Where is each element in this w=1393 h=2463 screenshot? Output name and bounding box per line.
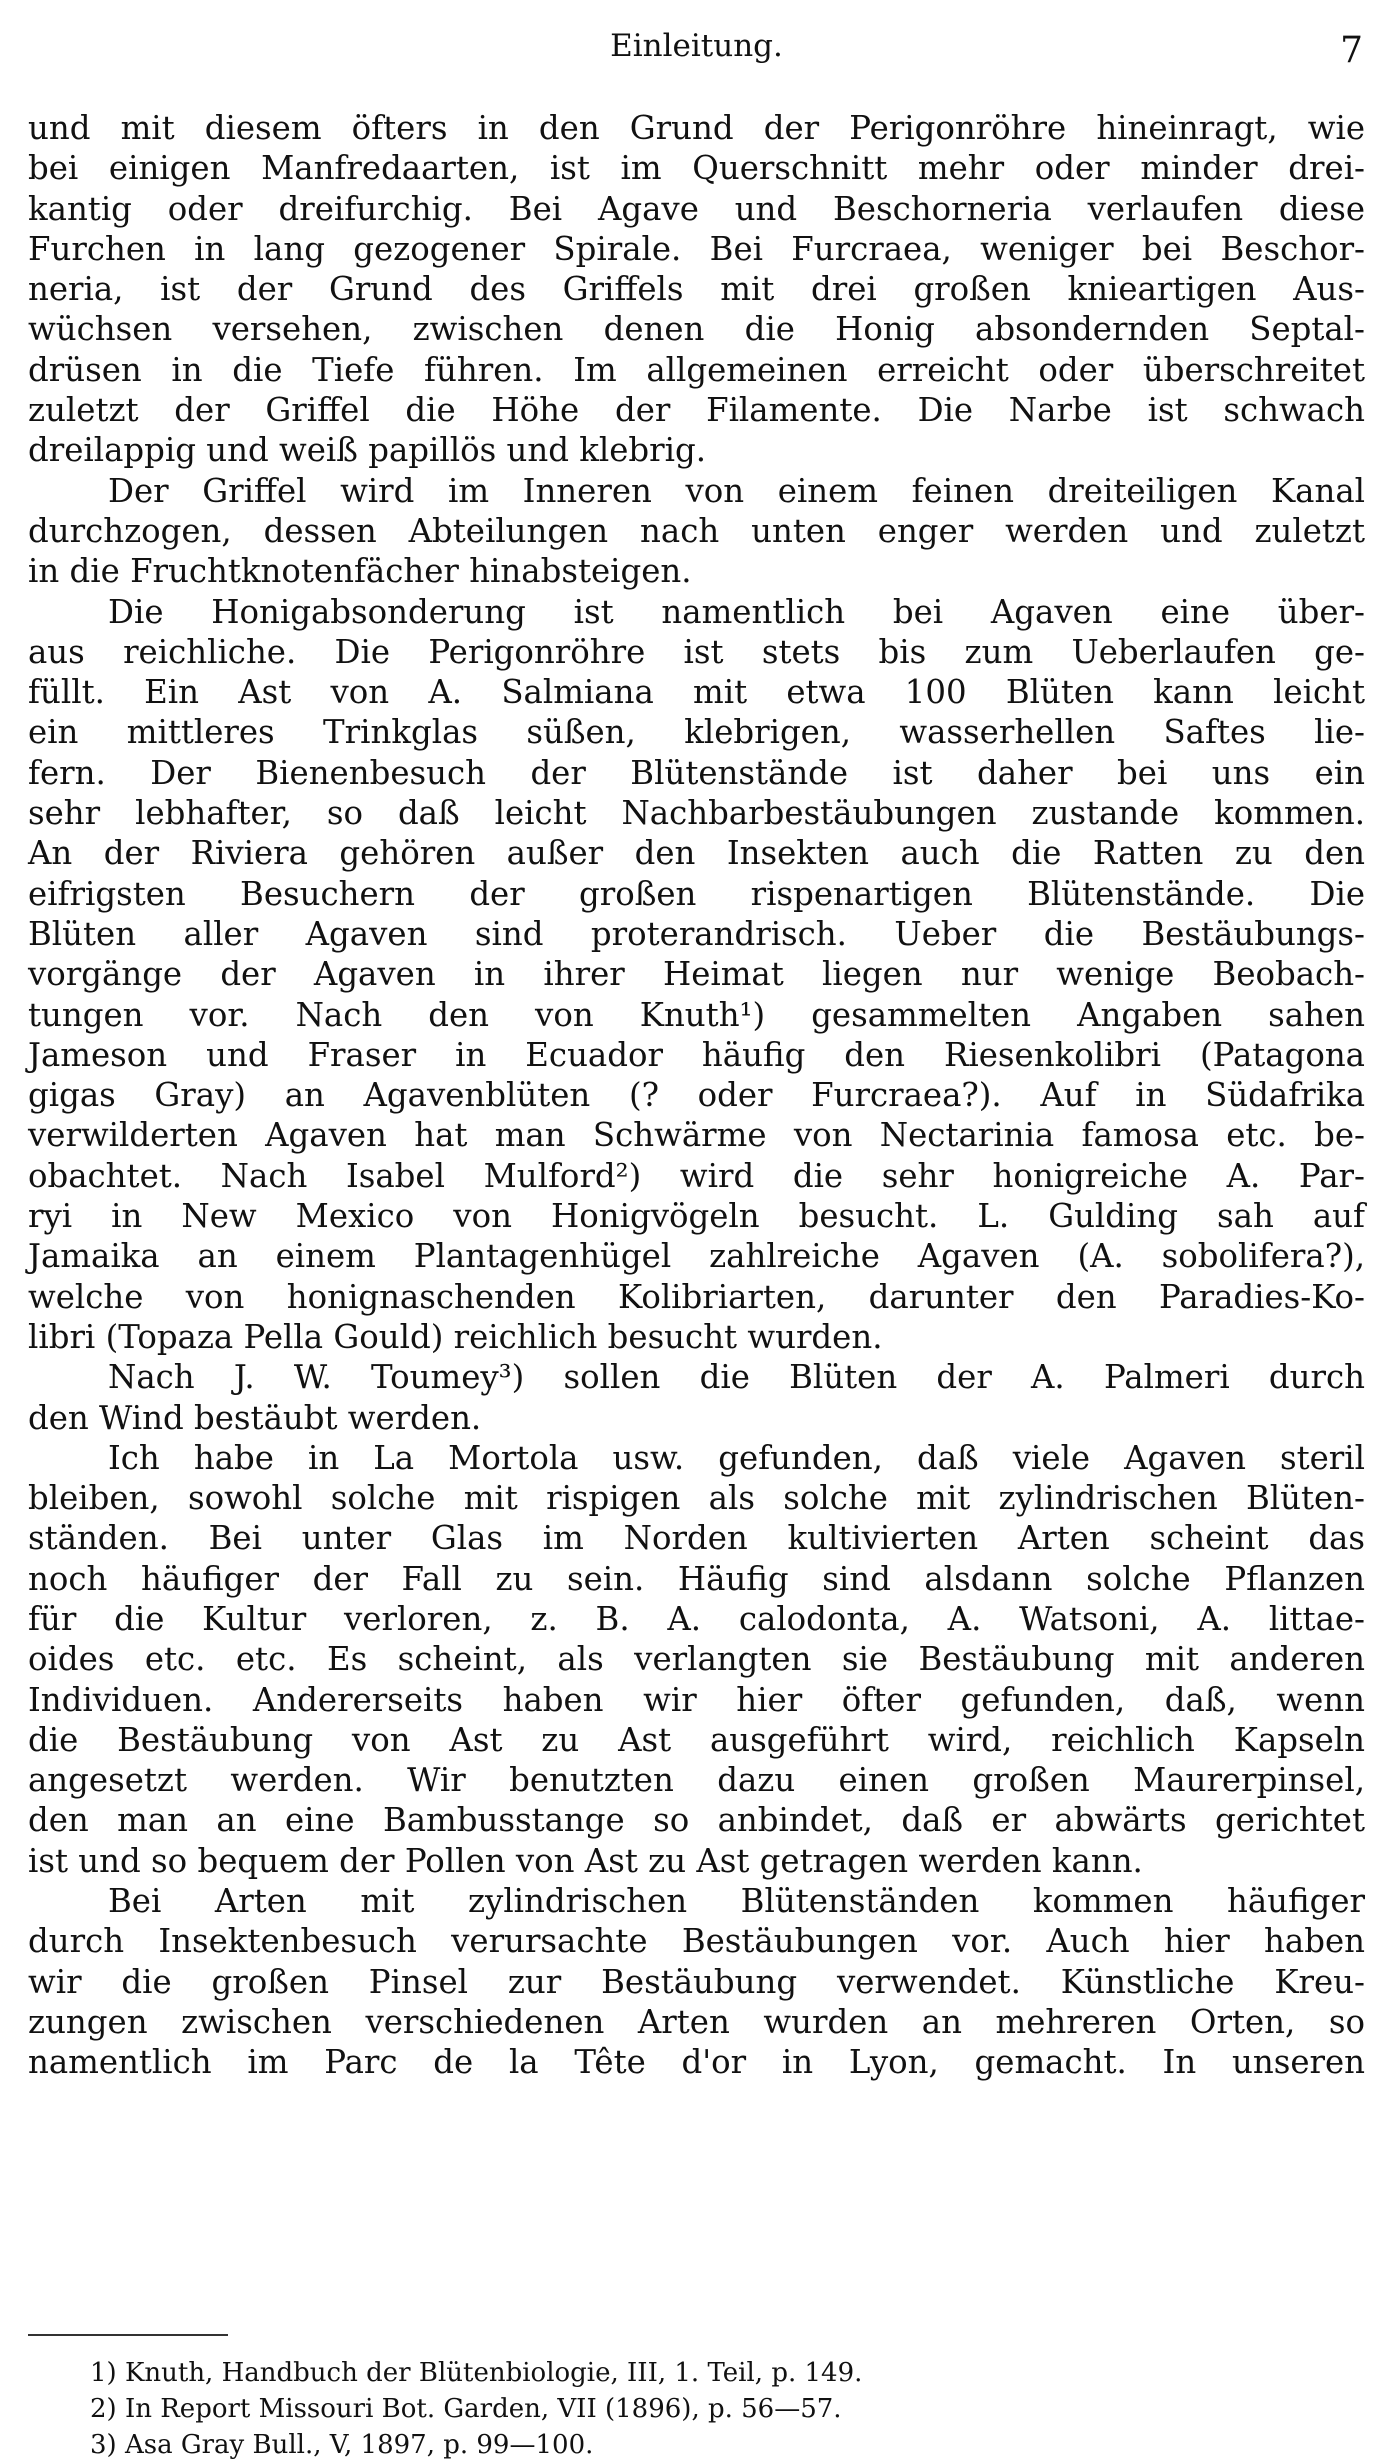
text-line: ein mittleres Trinkglas süßen, klebrigen, wasserhellen Saftes lie-	[28, 713, 1365, 752]
text-line: Ich habe in La Mortola usw. gefunden, daß viele Agaven steril	[108, 1438, 1365, 1477]
text-line: eifrigsten Besuchern der großen rispenartigen Blütenstände. Die	[28, 874, 1365, 913]
text-line: neria, ist der Grund des Griffels mit drei großen knieartigen Aus-	[28, 270, 1365, 309]
text-line: und mit diesem öfters in den Grund der Perigonröhre hineinragt, wie	[28, 109, 1365, 147]
text-line: vorgänge der Agaven in ihrer Heimat liegen nur wenige Beobach-	[28, 955, 1365, 994]
text-line: ständen. Bei unter Glas im Norden kultivierten Arten scheint das	[28, 1519, 1365, 1558]
text-line: den Wind bestäubt werden.	[28, 1398, 482, 1437]
text-line: bei einigen Manfredaarten, ist im Querschnitt mehr oder minder drei-	[28, 149, 1365, 188]
text-line: Individuen. Andererseits haben wir hier öfter gefunden, daß, wenn	[28, 1680, 1365, 1719]
text-line: angesetzt werden. Wir benutzten dazu einen großen Maurerpinsel,	[28, 1761, 1365, 1800]
text-line: zungen zwischen verschiedenen Arten wurden an mehreren Orten, so	[28, 2002, 1365, 2041]
running-title: Einleitung.	[610, 28, 783, 64]
text-line: zuletzt der Griffel die Höhe der Filamente. Die Narbe ist schwach	[28, 391, 1365, 430]
text-line: durchzogen, dessen Abteilungen nach unten enger werden und zuletzt	[28, 511, 1365, 550]
footnote-3: 3) Asa Gray Bull., V, 1897, p. 99—100.	[90, 2430, 594, 2460]
text-line: Nach J. W. Toumey³) sollen die Blüten der A. Palmeri durch	[108, 1358, 1365, 1397]
text-line: drüsen in die Tiefe führen. Im allgemeinen erreicht oder überschreitet	[28, 350, 1365, 389]
text-line: Jameson und Fraser in Ecuador häufig den Riesenkolibri (Patagona	[28, 1035, 1365, 1074]
text-line: füllt. Ein Ast von A. Salmiana mit etwa 100 Blüten kann leicht	[28, 673, 1365, 712]
text-line: Bei Arten mit zylindrischen Blütenständen kommen häufiger	[108, 1882, 1365, 1921]
text-line: ist und so bequem der Pollen von Ast zu Ast getragen werden kann.	[28, 1841, 1143, 1880]
text-line: An der Riviera gehören außer den Insekten auch die Ratten zu den	[28, 834, 1365, 873]
text-line: gigas Gray) an Agavenblüten (? oder Furcraea?). Auf in Südafrika	[28, 1076, 1365, 1115]
text-line: welche von honignaschenden Kolibriarten, darunter den Paradies-Ko-	[28, 1277, 1365, 1316]
text-line: die Bestäubung von Ast zu Ast ausgeführt wird, reichlich Kapseln	[28, 1720, 1365, 1759]
text-line: den man an eine Bambusstange so anbindet, daß er abwärts gerichtet	[28, 1801, 1365, 1840]
text-line: ryi in New Mexico von Honigvögeln besucht. L. Gulding sah auf	[28, 1197, 1365, 1236]
text-line: oides etc. etc. Es scheint, als verlangten sie Bestäubung mit anderen	[28, 1640, 1365, 1679]
text-line: dreilappig und weiß papillös und klebrig.	[28, 431, 707, 470]
text-line: libri (Topaza Pella Gould) reichlich besucht wurden.	[28, 1317, 883, 1356]
page-number: 7	[1340, 30, 1363, 71]
text-line: kantig oder dreifurchig. Bei Agave und Beschorneria verlaufen diese	[28, 189, 1365, 228]
text-line: Blüten aller Agaven sind proterandrisch. Ueber die Bestäubungs-	[28, 914, 1365, 953]
body-text	[28, 108, 1365, 2083]
text-line: sehr lebhafter, so daß leicht Nachbarbestäubungen zustande kommen.	[28, 794, 1365, 833]
text-line: Furchen in lang gezogener Spirale. Bei Furcraea, weniger bei Beschor-	[28, 229, 1365, 268]
text-line: noch häufiger der Fall zu sein. Häufig sind alsdann solche Pflanzen	[28, 1559, 1365, 1598]
text-line: Der Griffel wird im Inneren von einem feinen dreiteiligen Kanal	[108, 471, 1365, 510]
text-line: für die Kultur verloren, z. B. A. calodonta, A. Watsoni, A. littae-	[28, 1599, 1365, 1638]
text-line: durch Insektenbesuch verursachte Bestäubungen vor. Auch hier haben	[28, 1922, 1365, 1961]
footnote-2: 2) In Report Missouri Bot. Garden, VII (1896), p. 56—57.	[90, 2394, 842, 2424]
text-line: Jamaika an einem Plantagenhügel zahlreiche Agaven (A. sobolifera?),	[28, 1237, 1365, 1276]
text-line: in die Fruchtknotenfächer hinabsteigen.	[28, 552, 692, 591]
footnote-1: 1) Knuth, Handbuch der Blütenbiologie, III, 1. Teil, p. 149.	[90, 2358, 863, 2388]
text-line: bleiben, sowohl solche mit rispigen als solche mit zylindrischen Blüten-	[28, 1479, 1365, 1518]
footnotes	[90, 2355, 1290, 2463]
text-line: obachtet. Nach Isabel Mulford²) wird die sehr honigreiche A. Par-	[28, 1156, 1365, 1195]
page-header	[0, 28, 1393, 78]
text-line: verwilderten Agaven hat man Schwärme von Nectarinia famosa etc. be-	[28, 1116, 1365, 1155]
text-line: tungen vor. Nach den von Knuth¹) gesammelten Angaben sahen	[28, 995, 1365, 1034]
footnote-divider	[28, 2334, 228, 2336]
text-line: aus reichliche. Die Perigonröhre ist stets bis zum Ueberlaufen ge-	[28, 632, 1365, 671]
text-line: namentlich im Parc de la Tête d'or in Lyon, gemacht. In unseren	[28, 2043, 1365, 2082]
text-line: fern. Der Bienenbesuch der Blütenstände ist daher bei uns ein	[28, 753, 1365, 792]
text-line: wir die großen Pinsel zur Bestäubung verwendet. Künstliche Kreu-	[28, 1962, 1365, 2001]
text-line: wüchsen versehen, zwischen denen die Honig absondernden Septal-	[28, 310, 1365, 349]
text-line: Die Honigabsonderung ist namentlich bei Agaven eine über-	[108, 592, 1365, 631]
